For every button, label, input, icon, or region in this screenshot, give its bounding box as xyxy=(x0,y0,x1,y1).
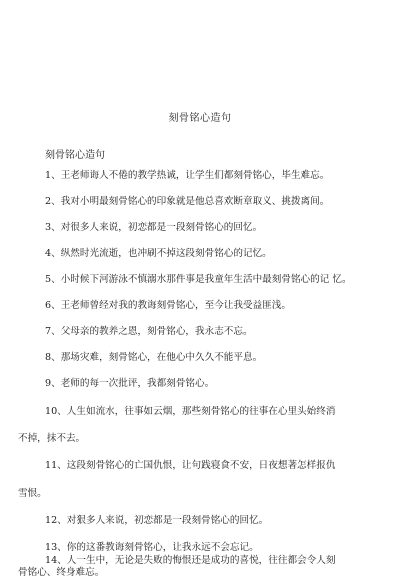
sentence-line: 8、那场灾难，刻骨铭心，在他心中久久不能平息。 xyxy=(45,352,263,363)
sentence-line-continuation: 雪恨。 xyxy=(18,488,47,499)
sentence-line: 13、你的这番教诲刻骨铭心，让我永远不会忘记。 xyxy=(45,542,259,553)
sentence-line: 2、我对小明最刻骨铭心的印象就是他总喜欢断章取义、挑拨离间。 xyxy=(45,196,330,207)
sentence-line-continuation: 骨铭心、终身难忘。 xyxy=(18,567,105,578)
sentence-line: 5、小时候下河游泳不慎溺水那件事是我童年生活中最刻骨铭心的记 忆。 xyxy=(45,274,352,285)
document-subtitle: 刻骨铭心造句 xyxy=(45,150,105,161)
sentence-line: 6、王老师曾经对我的教诲刻骨铭心，至今让我受益匪浅。 xyxy=(45,300,291,311)
sentence-line: 9、老师的每一次批评，我都刻骨铭心。 xyxy=(45,378,215,389)
sentence-line-continuation: 不掉，抹不去。 xyxy=(18,433,86,444)
document-title: 刻骨铭心造句 xyxy=(168,113,232,124)
sentence-line: 4、纵然时光流逝，也冲刷不掉这段刻骨铭心的记忆。 xyxy=(45,248,272,259)
sentence-line: 11、这段刻骨铭心的亡国仇恨，让句践寝食不安，日夜想著怎样报仇 xyxy=(45,460,336,471)
sentence-line: 1、王老师诲人不倦的教学热诚，让学生们都刻骨铭心，毕生难忘。 xyxy=(45,170,330,181)
sentence-line: 12、对狠多人来说，初恋都是一段刻骨铭心的回忆。 xyxy=(45,515,269,526)
sentence-line: 7、父母亲的教养之恩，刻骨铭心，我永志不忘。 xyxy=(45,326,253,337)
sentence-line: 14、人一生中，无论是失败的悔恨还是成功的喜悦，往往都会令人刻 xyxy=(45,555,336,566)
sentence-line: 3、对很多人来说，初恋都是一段刻骨铭心的回忆。 xyxy=(45,222,263,233)
sentence-line: 10、人生如流水，往事如云烟，那些刻骨铭心的往事在心里头始终消 xyxy=(45,406,336,417)
